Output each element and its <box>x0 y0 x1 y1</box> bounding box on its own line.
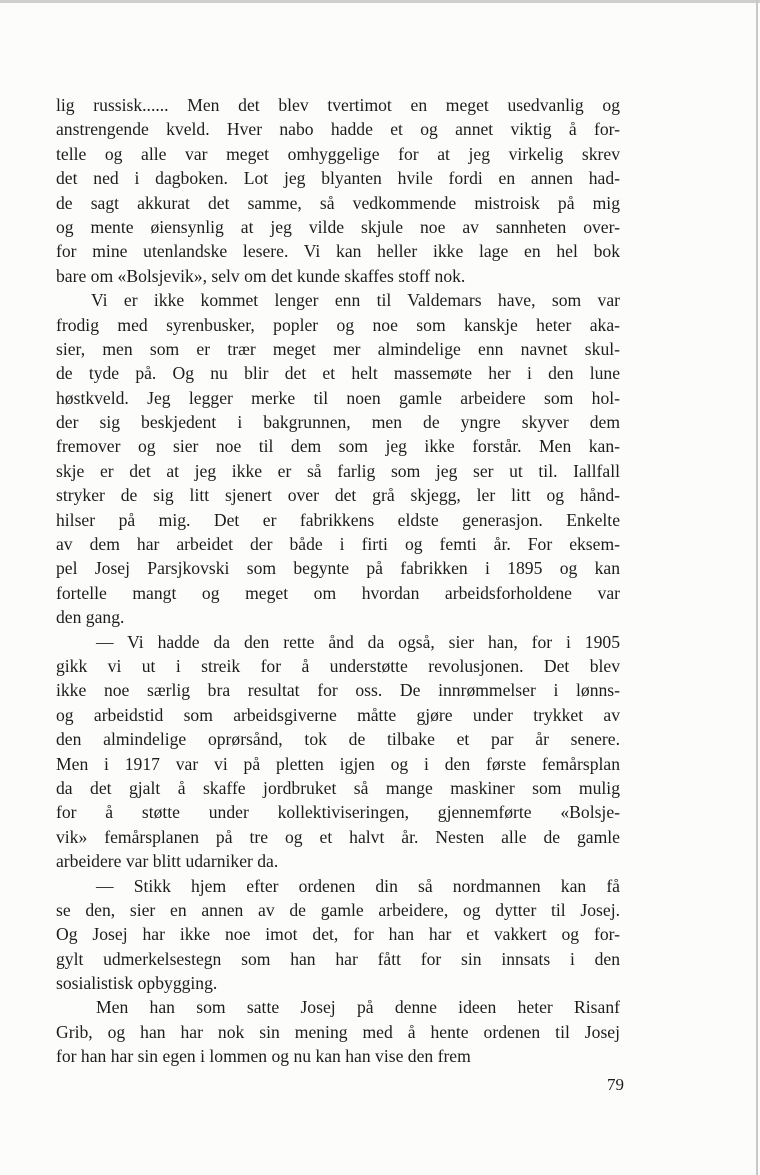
text-line: for han har sin egen i lommen og nu kan han vise den frem <box>56 1046 471 1067</box>
text-line: — Stikk hjem efter ordenen din så nordmannen kan få <box>96 875 620 896</box>
page-right-edge <box>756 0 758 1175</box>
paragraph <box>56 630 620 874</box>
text-line: for å støtte under kollektiviseringen, gjennemførte «Bolsje- <box>56 802 620 823</box>
text-line: arbeidere var blitt udarniker da. <box>56 851 279 872</box>
text-line: da det gjalt å skaffe jordbruket så mange maskiner som mulig <box>56 777 620 798</box>
text-line: det ned i dagboken. Lot jeg blyanten hvile fordi en annen had- <box>56 168 620 189</box>
text-line: fortelle mangt og meget om hvordan arbeidsforholdene var <box>56 582 620 603</box>
text-line: den gang. <box>56 607 125 628</box>
body-text <box>56 93 620 1069</box>
text-line: stryker de sig litt sjenert over det grå skjegg, ler litt og hånd- <box>56 485 620 506</box>
paragraph <box>56 93 620 288</box>
text-line: den almindelige oprørsånd, tok de tilbake et par år senere. <box>56 729 620 750</box>
text-line: frodig med syrenbusker, popler og noe som kanskje heter aka- <box>56 314 620 335</box>
text-line: ikke noe særlig bra resultat for oss. De innrømmelser i lønns- <box>56 680 620 701</box>
text-line: anstrengende kveld. Hver nabo hadde et og annet viktig å for- <box>56 119 620 140</box>
text-line: Men i 1917 var vi på pletten igjen og i den første femårsplan <box>56 753 620 774</box>
text-line: se den, sier en annen av de gamle arbeidere, og dytter til Josej. <box>56 899 620 920</box>
text-line: skje er det at jeg ikke er så farlig som jeg ser ut til. Iallfall <box>56 460 620 481</box>
page-number: 79 <box>607 1075 624 1094</box>
text-line: vik» femårsplanen på tre og et halvt år. Nesten alle de gamle <box>56 826 620 847</box>
text-line: Og Josej har ikke noe imot det, for han har et vakkert og for- <box>56 924 620 945</box>
page-top-edge <box>0 0 760 3</box>
paragraph <box>56 995 620 1068</box>
paragraph <box>56 874 620 996</box>
text-line: fremover og sier noe til dem som jeg ikke forstår. Men kan- <box>56 436 620 457</box>
text-line: — Vi hadde da den rette ånd da også, sier han, for i 1905 <box>96 631 620 652</box>
text-line: sier, men som er trær meget mer almindelige enn navnet skul- <box>56 338 620 359</box>
text-line: pel Josej Parsjkovski som begynte på fabrikken i 1895 og kan <box>56 558 620 579</box>
text-line: lig russisk...... Men det blev tvertimot en meget usedvanlig og <box>56 95 620 115</box>
text-line: og mente øiensynlig at jeg vilde skjule noe av sannheten over- <box>56 216 620 237</box>
text-line: for mine utenlandske lesere. Vi kan heller ikke lage en hel bok <box>56 241 620 262</box>
text-line: Grib, og han har nok sin mening med å hente ordenen til Josej <box>56 1021 620 1042</box>
text-line: gikk vi ut i streik for å understøtte revolusjonen. Det blev <box>56 655 620 676</box>
text-line: Vi er ikke kommet lenger enn til Valdemars have, som var <box>91 290 620 311</box>
text-line: de sagt akkurat det samme, så vedkommende mistroisk på mig <box>56 192 620 213</box>
text-line: Men han som satte Josej på denne ideen heter Risanf <box>96 997 620 1018</box>
text-line: de tyde på. Og nu blir det et helt massemøte her i den lune <box>56 363 620 384</box>
text-line: og arbeidstid som arbeidsgiverne måtte gjøre under trykket av <box>56 704 620 725</box>
text-line: av dem har arbeidet der både i firti og femti år. For eksem- <box>56 534 620 555</box>
text-line: høstkveld. Jeg legger merke til noen gamle arbeidere som hol- <box>56 387 620 408</box>
text-line: der sig beskjedent i bakgrunnen, men de yngre skyver dem <box>56 412 620 433</box>
text-line: sosialistisk opbygging. <box>56 973 218 994</box>
text-line: telle og alle var meget omhyggelige for at jeg virkelig skrev <box>56 143 620 164</box>
text-line: hilser på mig. Det er fabrikkens eldste generasjon. Enkelte <box>56 509 620 530</box>
text-line: gylt udmerkelsestegn som han har fått for sin innsats i den <box>56 948 620 969</box>
paragraph <box>56 288 620 629</box>
text-line: bare om «Bolsjevik», selv om det kunde skaffes stoff nok. <box>56 265 466 286</box>
